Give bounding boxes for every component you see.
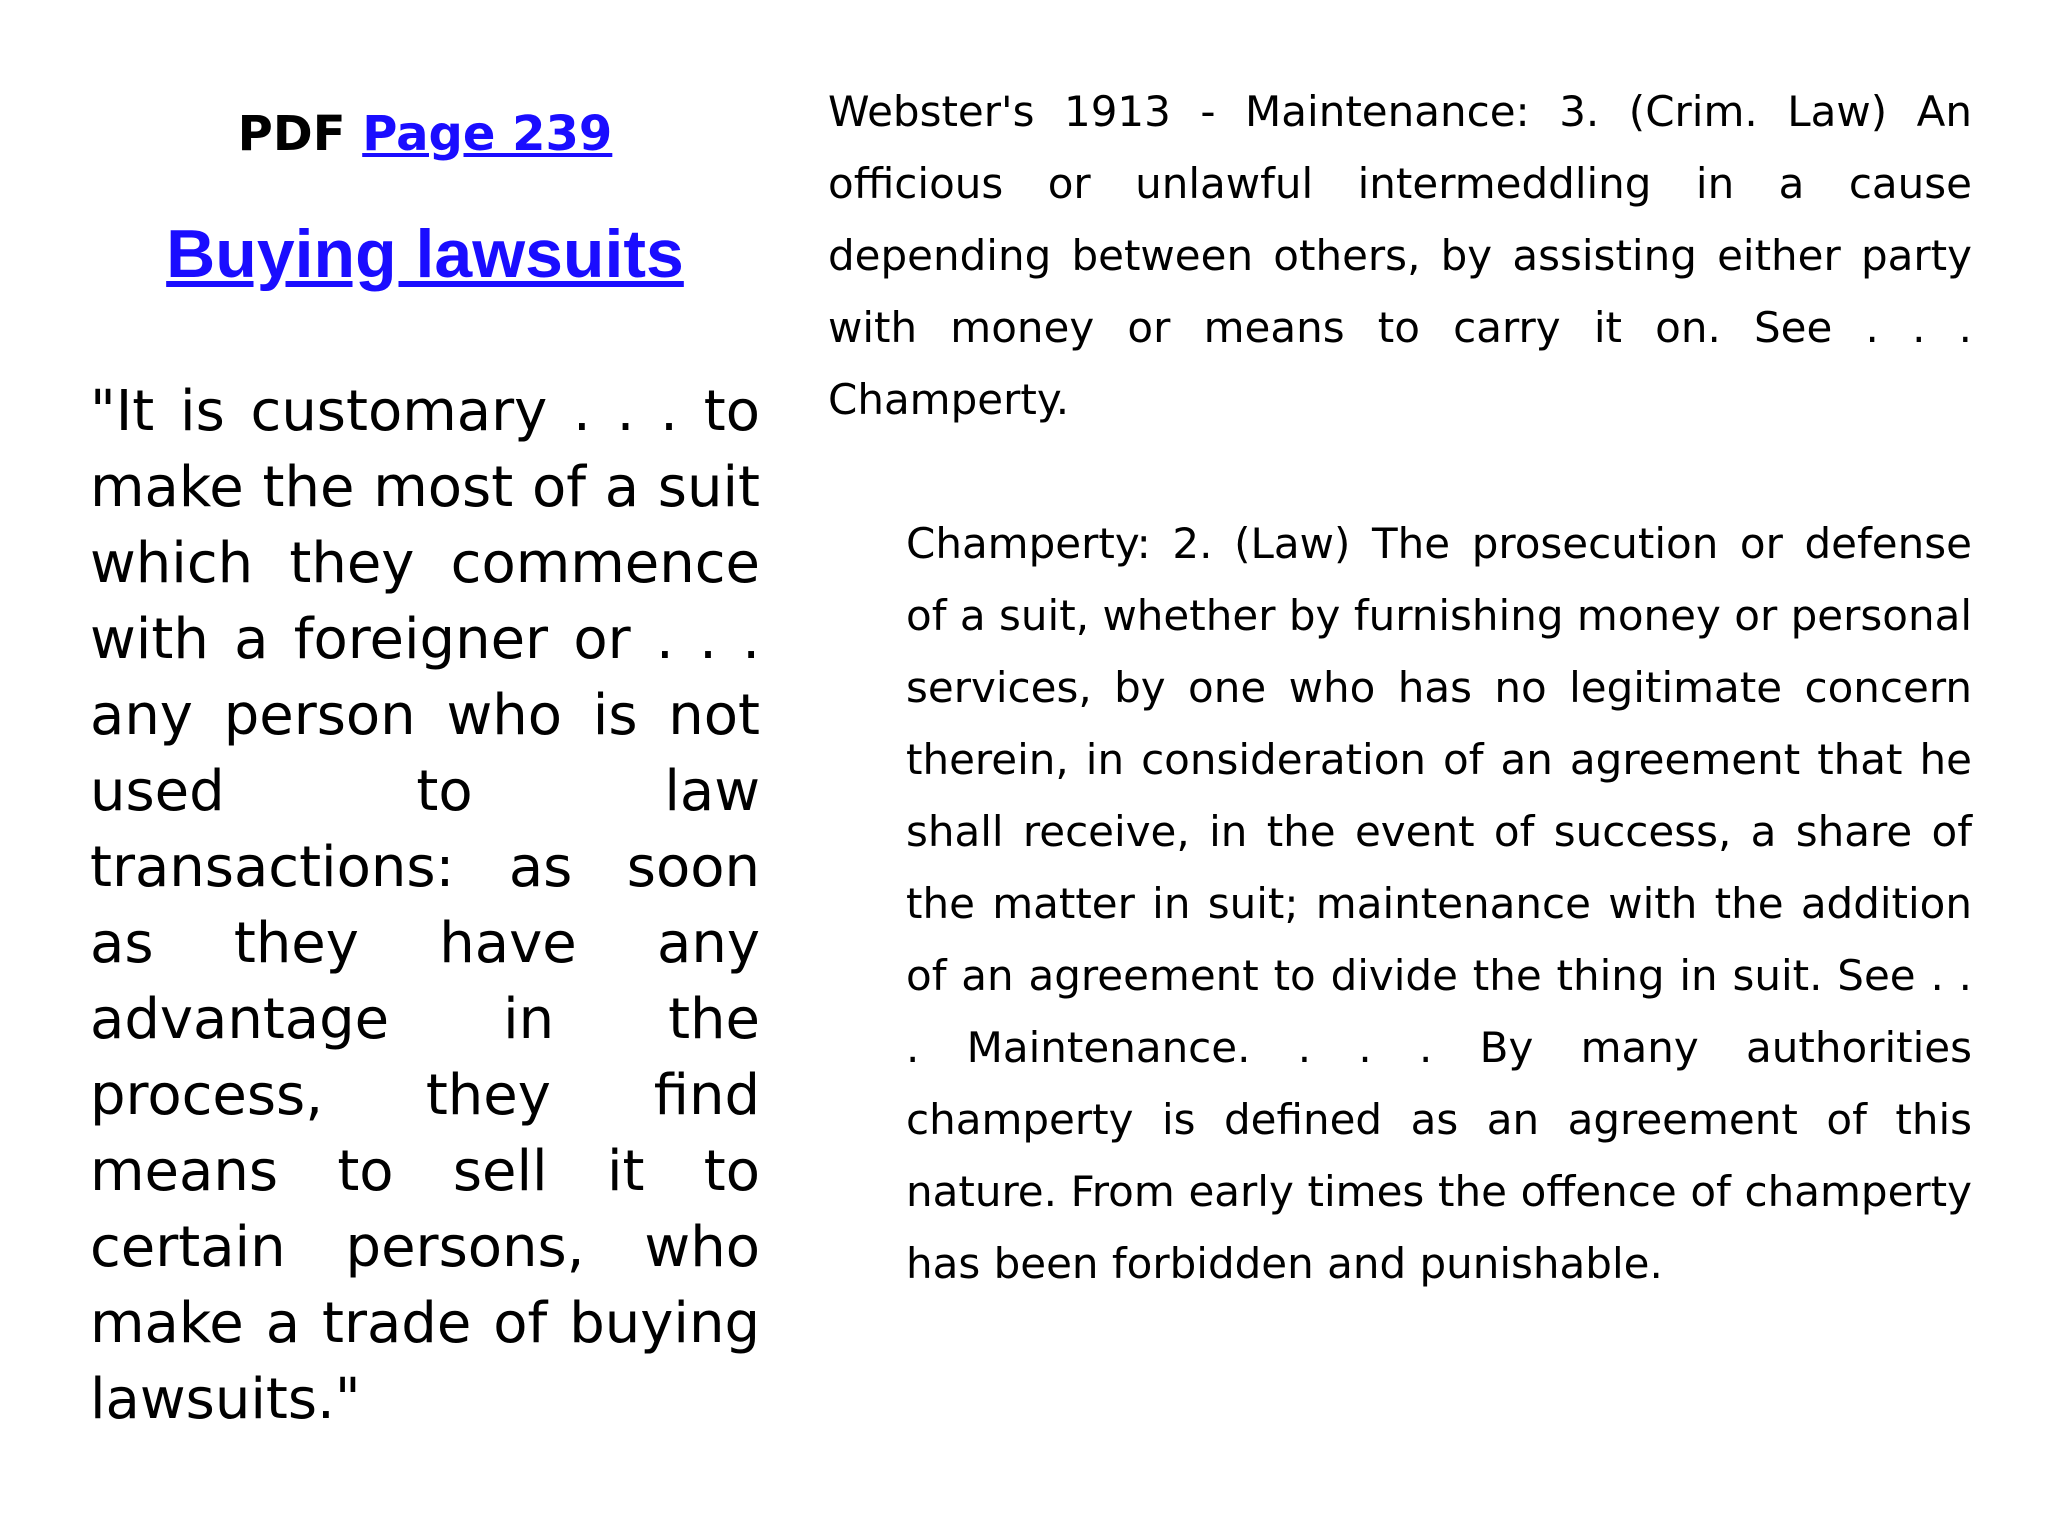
heading [90, 214, 760, 294]
heading-link[interactable]: Buying lawsuits [166, 216, 684, 292]
right-column [828, 76, 1972, 1300]
maintenance-definition: Webster's 1913 - Maintenance: 3. (Crim. Law) An officious or unlawful intermeddling in a cause depending between others, by assisting either party with money or means to carry it on. See . . . Champerty. [828, 87, 1972, 424]
left-column [90, 100, 760, 1438]
pdf-page-line [90, 100, 760, 168]
champerty-definition: Champerty: 2. (Law) The prosecution or defense of a suit, whether by furnishing money or personal services, by one who has no legitimate concern therein, in consideration of an agreement that he shall receive, in the event of success, a share of the matter in suit; maintenance with the addition of an agreement to divide the thing in suit. See . . . Maintenance. . . . By many authorities champerty is defined as an agreement of this nature. From early times the offence of champerty has been forbidden and punishable. [906, 519, 1972, 1288]
page-link[interactable]: Page 239 [362, 106, 613, 162]
pdf-label: PDF [237, 106, 346, 162]
quote-paragraph: "It is customary . . . to make the most of a suit which they commence with a foreigner or . . . any person who is not used to law transactions: as soon as they have any advantage in the process, they find means to sell it to certain persons, who make a trade of buying lawsuits." [90, 379, 760, 1432]
